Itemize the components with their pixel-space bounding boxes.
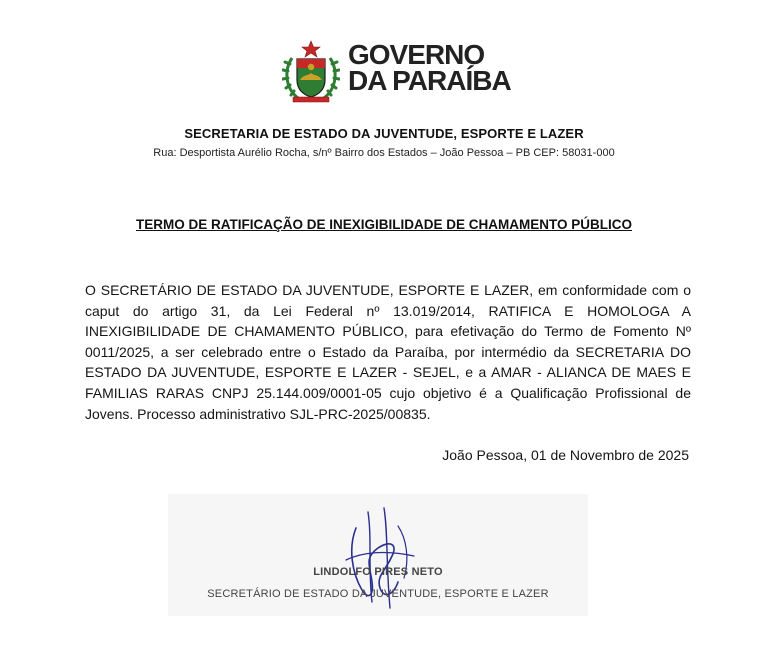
secretaria-heading: SECRETARIA DE ESTADO DA JUVENTUDE, ESPORTE E LAZER: [184, 126, 584, 141]
signature-block: [168, 494, 588, 616]
signatory-name: LINDOLFO PIRES NETO: [313, 566, 443, 578]
document-body: O SECRETÁRIO DE ESTADO DA JUVENTUDE, ESPORTE E LAZER, em conformidade com o caput do artigo 31, da Lei Federal nº 13.019/2014, RATIFICA E HOMOLOGA A INEXIGIBILIDADE DE CHAMAMENTO PÚBLICO, para efetivação do Termo de Fomento Nº 0011/2025, a ser celebrado entre o Estado da Paraíba, por intermédio da SECRETARIA DO ESTADO DA JUVENTUDE, ESPORTE E LAZER - SEJEL, e a AMAR - ALIANCA DE MAES E FAMILIAS RARAS CNPJ 25.144.009/0001-05 cujo objetivo é a Qualificação Profissional de Jovens. Processo administrativo SJL-PRC-2025/00835.: [85, 282, 691, 422]
logo-line-1: GOVERNO: [348, 39, 485, 70]
address-line: Rua: Desportista Aurélio Rocha, s/nº Bairro dos Estados – João Pessoa – PB CEP: 58031-000: [153, 147, 615, 159]
document-title: TERMO DE RATIFICAÇÃO DE INEXIGIBILIDADE DE CHAMAMENTO PÚBLICO: [135, 217, 632, 232]
signatory-role: SECRETÁRIO DE ESTADO DA JUVENTUDE, ESPORTE E LAZER: [207, 588, 549, 600]
logo-line-2: DA PARAÍBA: [348, 65, 511, 96]
government-logo: [282, 39, 511, 106]
coat-of-arms-icon: [282, 40, 340, 104]
document-date: João Pessoa, 01 de Novembro de 2025: [442, 447, 689, 463]
logo-wordmark: [348, 39, 511, 96]
